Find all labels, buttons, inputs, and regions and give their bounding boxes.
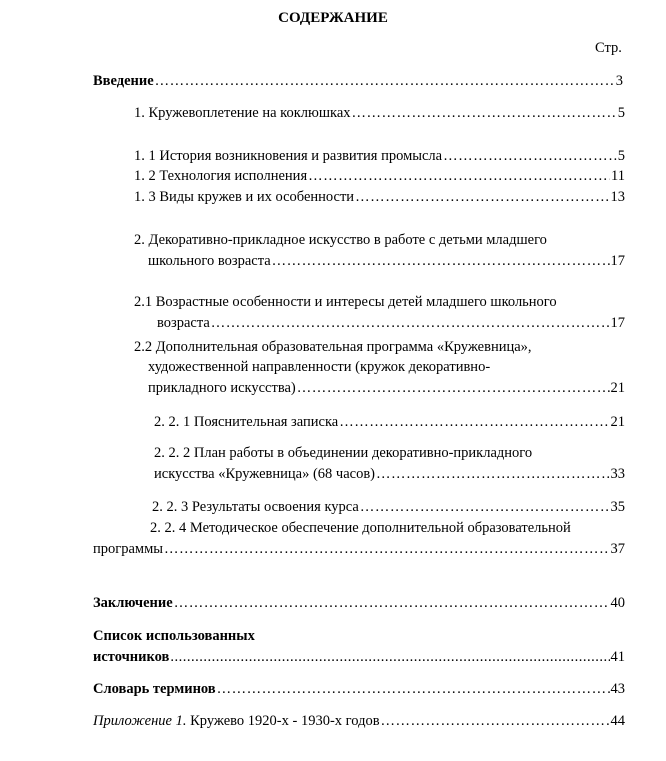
- toc-entry-2-2[interactable]: [148, 381, 625, 399]
- toc-leader: [211, 316, 610, 331]
- toc-page-number: 21: [610, 380, 625, 396]
- toc-entry-2-2-line2[interactable]: художественной направленности (кружок декоративно-: [148, 359, 491, 375]
- toc-entry-text: Заключение: [93, 595, 173, 611]
- toc-leader: [272, 254, 610, 269]
- toc-entry-1[interactable]: [134, 106, 625, 124]
- toc-entry-1-3[interactable]: [134, 190, 625, 208]
- toc-page-number: 37: [610, 541, 625, 557]
- toc-entry-sources[interactable]: [93, 650, 625, 668]
- toc-entry-2-2-1[interactable]: [154, 415, 625, 433]
- toc-entry-appendix-1[interactable]: [93, 714, 625, 732]
- toc-entry-text: 2. 2. 1 Пояснительная записка: [154, 414, 339, 430]
- toc-entry-text: 1. 1 История возникновения и развития промысла: [134, 148, 443, 164]
- toc-leader: [381, 714, 610, 729]
- toc-page-number: 40: [610, 595, 625, 611]
- toc-leader: [217, 682, 610, 697]
- toc-entry-2-2-2-line1[interactable]: 2. 2. 2 План работы в объединении декоративно-прикладного: [154, 445, 533, 461]
- toc-page-number: 41: [610, 649, 625, 665]
- toc-page-number: 3: [615, 73, 623, 89]
- toc-entry-2-1-line1[interactable]: 2.1 Возрастные особенности и интересы детей младшего школьного: [134, 294, 557, 310]
- toc-entry-1-2[interactable]: [134, 169, 625, 187]
- toc-entry-2-2-4-line1[interactable]: 2. 2. 4 Методическое обеспечение дополнительной образовательной: [150, 520, 571, 536]
- toc-title: СОДЕРЖАНИЕ: [278, 10, 388, 26]
- toc-entry-2-1[interactable]: [157, 316, 625, 334]
- toc-entry-2[interactable]: [148, 254, 625, 272]
- toc-entry-2-2-2[interactable]: [154, 467, 625, 485]
- toc-page-number: 5: [617, 148, 625, 164]
- toc-leader: [170, 650, 609, 665]
- toc-entry-conclusion[interactable]: [93, 596, 625, 614]
- toc-entry-text: школьного возраста: [148, 253, 271, 269]
- toc-leader: [164, 542, 610, 557]
- toc-entry-2-2-3[interactable]: [152, 500, 625, 518]
- toc-entry-glossary[interactable]: [93, 682, 625, 700]
- toc-entry-text: Словарь терминов: [93, 681, 216, 697]
- toc-entry-text: 1. Кружевоплетение на коклюшках: [134, 105, 351, 121]
- toc-entry-text: 1. 3 Виды кружев и их особенности: [134, 189, 355, 205]
- toc-page-number: 43: [610, 681, 625, 697]
- toc-page-number: 33: [610, 466, 625, 482]
- toc-entry-text: 2. 2. 3 Результаты освоения курса: [152, 499, 359, 515]
- toc-entry-text: искусства «Кружевница» (68 часов): [154, 466, 375, 482]
- toc-entry-2-line1[interactable]: 2. Декоративно-прикладное искусство в работе с детьми младшего: [134, 232, 547, 248]
- toc-entry-intro[interactable]: [93, 74, 623, 92]
- toc-entry-text: Введение: [93, 73, 154, 89]
- toc-entry-2-2-4[interactable]: [93, 542, 625, 560]
- toc-entry-text: 1. 2 Технология исполнения: [134, 168, 308, 184]
- toc-page-number: 17: [610, 315, 625, 331]
- page-column-label: Стр.: [595, 40, 622, 56]
- toc-leader: [339, 415, 609, 430]
- appendix-label: Приложение 1.: [93, 713, 187, 729]
- toc-leader: [155, 74, 615, 89]
- toc-entry-text: Кружево 1920-х - 1930-х годов: [186, 713, 380, 729]
- toc-entry-text-wrap: [93, 714, 380, 729]
- toc-entry-2-2-line1[interactable]: 2.2 Дополнительная образовательная программа «Кружевница»,: [134, 339, 532, 355]
- toc-page-number: 44: [610, 713, 625, 729]
- toc-leader: [360, 500, 610, 515]
- toc-entry-text: возраста: [157, 315, 210, 331]
- toc-entry-sources-line1[interactable]: Список использованных: [93, 628, 255, 644]
- toc-page-number: 13: [610, 189, 625, 205]
- toc-leader: [443, 149, 617, 164]
- toc-page-number: 17: [610, 253, 625, 269]
- toc-leader: [355, 190, 609, 205]
- toc-entry-text: прикладного искусства): [148, 380, 296, 396]
- toc-leader: [308, 169, 610, 184]
- toc-entry-1-1[interactable]: [134, 149, 625, 167]
- toc-entry-text: источников: [93, 649, 170, 665]
- toc-entry-text: программы: [93, 541, 163, 557]
- toc-leader: [352, 106, 617, 121]
- toc-leader: [174, 596, 610, 611]
- toc-page-number: 21: [610, 414, 625, 430]
- toc-leader: [376, 467, 610, 482]
- toc-leader: [297, 381, 610, 396]
- toc-page-number: 35: [610, 499, 625, 515]
- toc-page-number: 5: [617, 105, 625, 121]
- toc-page-number: 11: [611, 168, 625, 184]
